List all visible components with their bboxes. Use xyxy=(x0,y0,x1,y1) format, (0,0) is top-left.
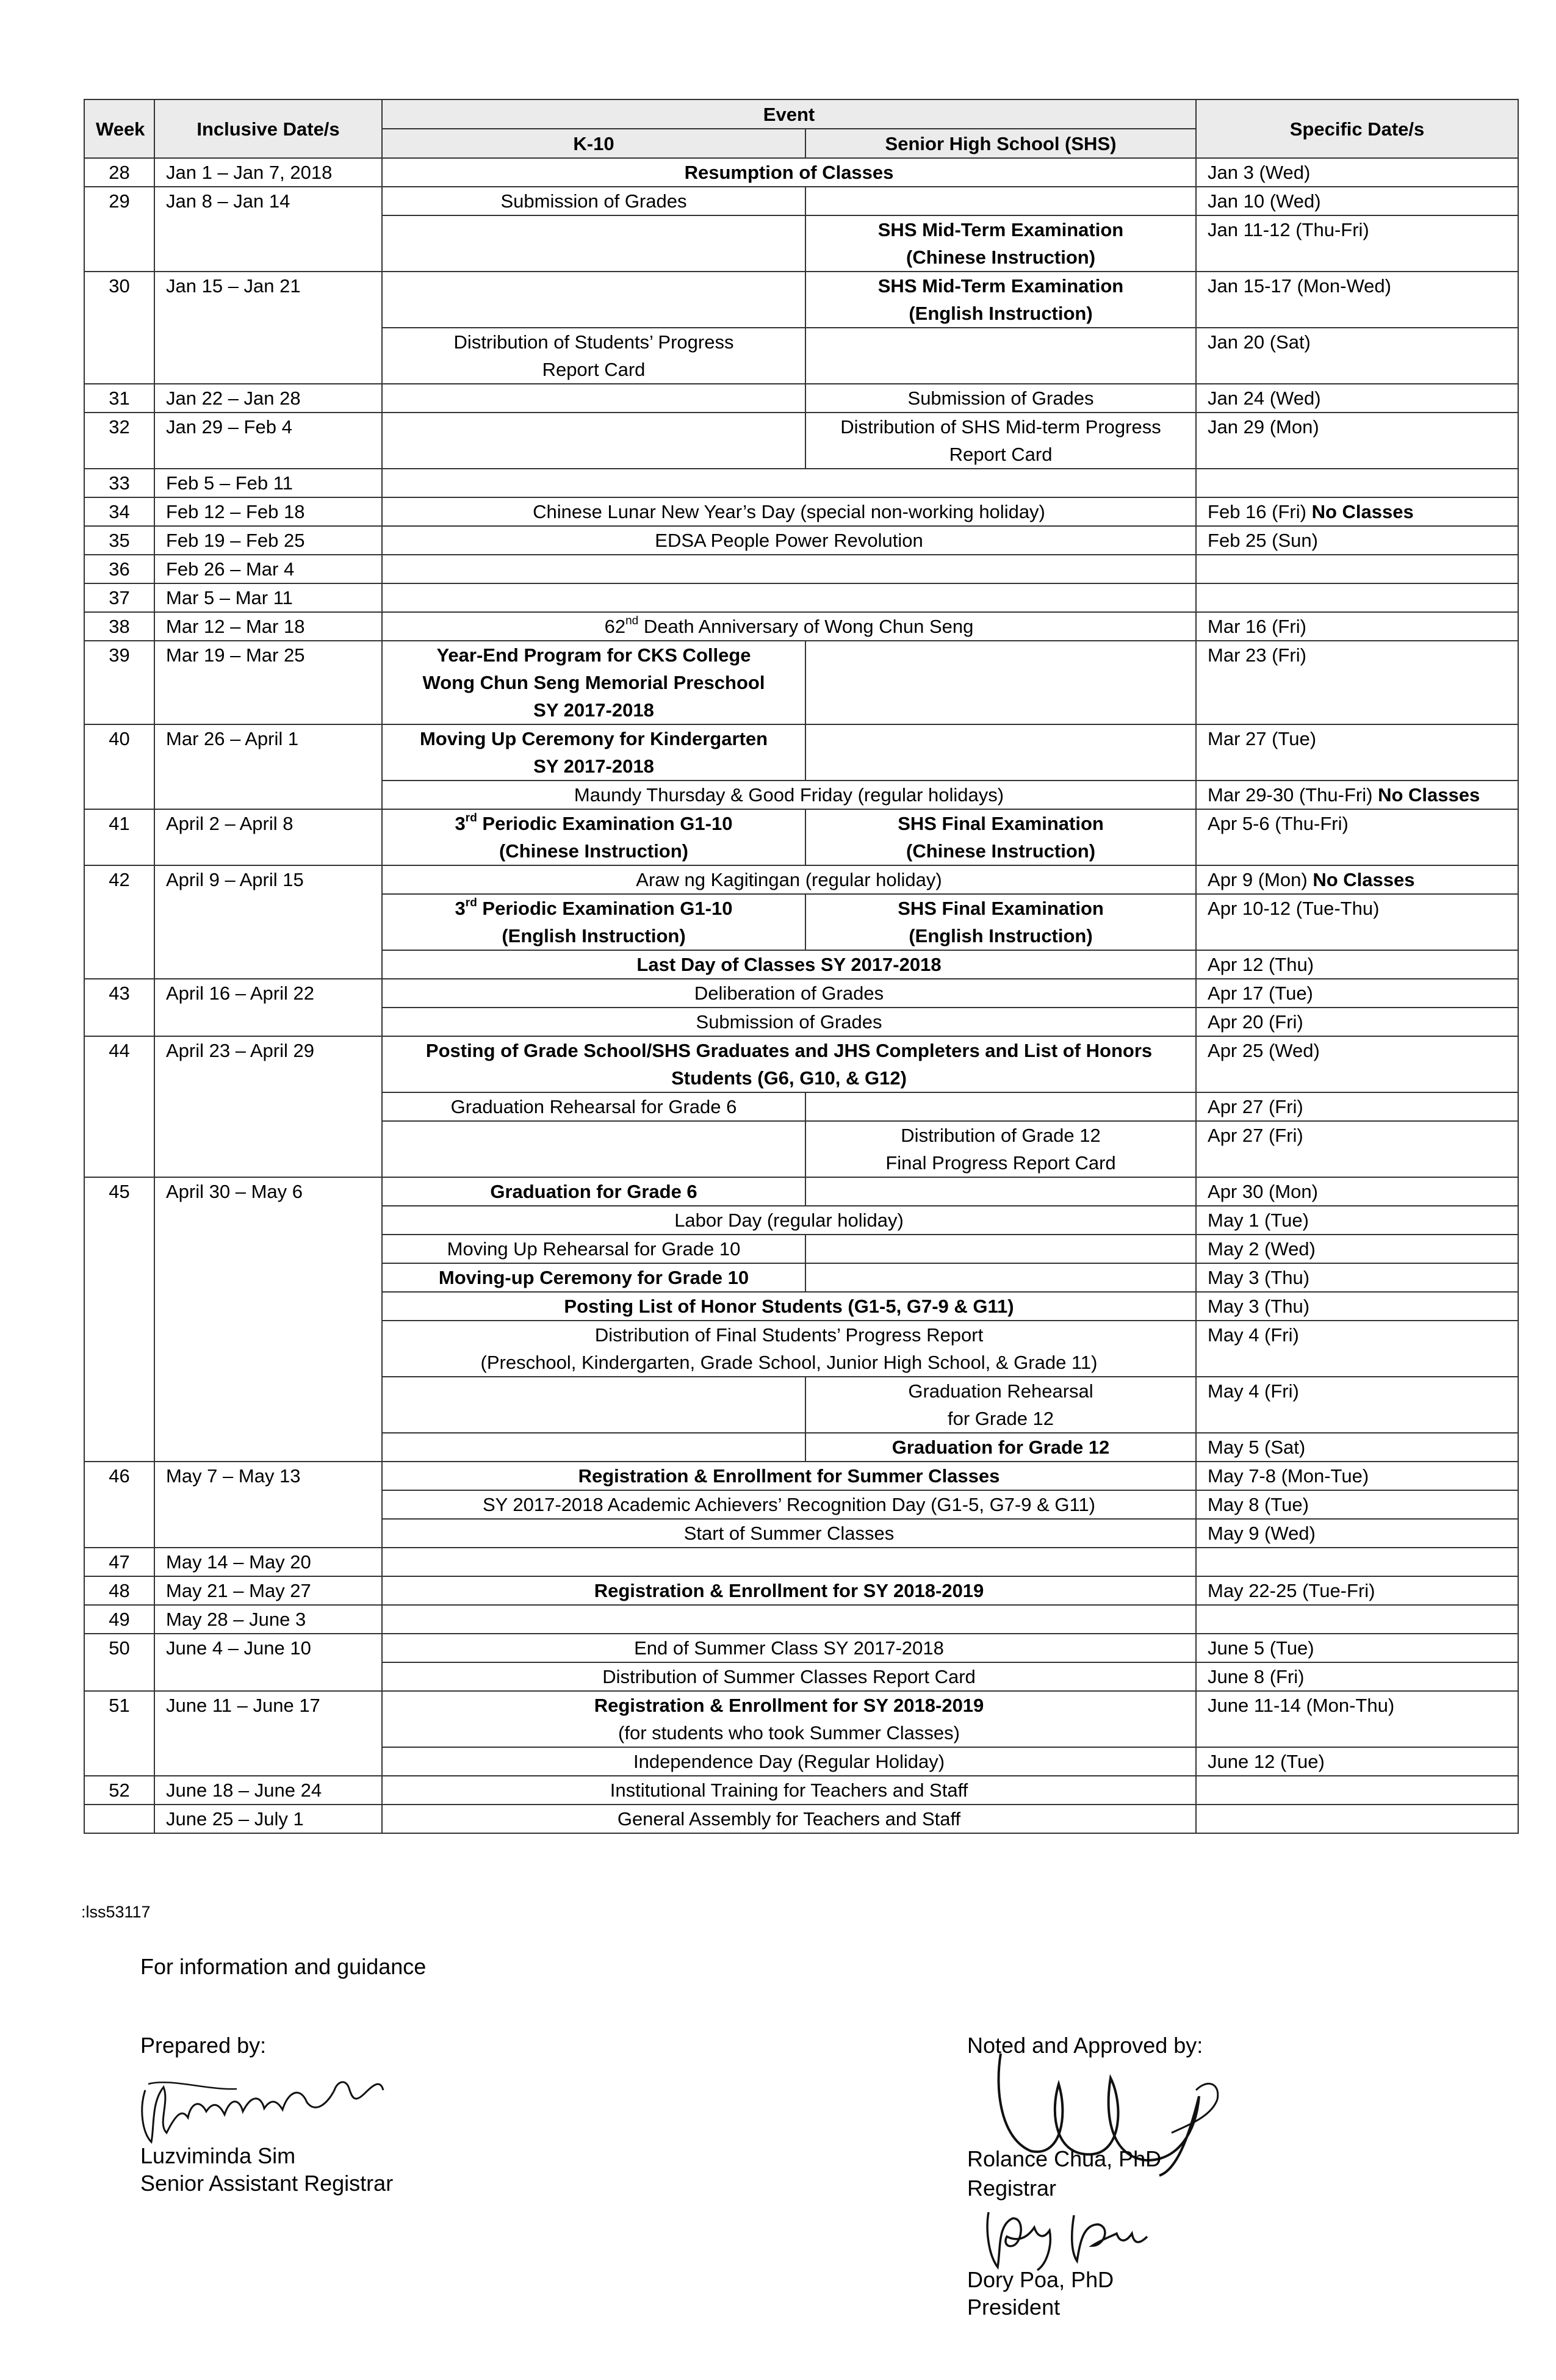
inclusive-dates: Jan 15 – Jan 21 xyxy=(154,272,382,384)
specific-date xyxy=(1196,809,1518,865)
event-shs-text-line: for Grade 12 xyxy=(947,1408,1054,1429)
specific-date xyxy=(1196,1519,1518,1548)
event-all-levels: Registration & Enrollment for SY 2018-2019 xyxy=(382,1576,1196,1605)
table-row xyxy=(84,158,1518,187)
event-all-levels: Start of Summer Classes xyxy=(382,1519,1196,1548)
week-number: 45 xyxy=(84,1177,154,1462)
specific-date-text: June 12 (Tue) xyxy=(1208,1751,1325,1772)
event-k10: Graduation for Grade 6 xyxy=(382,1177,805,1206)
prepared-by-label: Prepared by: xyxy=(140,2033,267,2058)
week-number: 46 xyxy=(84,1462,154,1548)
specific-date-text: Apr 27 (Fri) xyxy=(1208,1125,1303,1146)
inclusive-dates: June 25 – July 1 xyxy=(154,1805,382,1833)
table-row xyxy=(84,809,1518,865)
event-shs-text-line: (English Instruction) xyxy=(909,303,1093,324)
approved-title-1: Registrar xyxy=(967,2176,1057,2201)
event-shs-text-line: SHS Final Examination xyxy=(898,898,1104,919)
specific-date xyxy=(1196,724,1518,781)
specific-date xyxy=(1196,612,1518,641)
inclusive-dates: Jan 1 – Jan 7, 2018 xyxy=(154,158,382,187)
event-shs xyxy=(805,1092,1196,1121)
specific-date-text: June 11-14 (Mon-Thu) xyxy=(1208,1695,1395,1716)
week-number: 28 xyxy=(84,158,154,187)
event-all-levels: Posting List of Honor Students (G1-5, G7-9 & G11) xyxy=(382,1292,1196,1321)
header-inclusive-dates: Inclusive Date/s xyxy=(154,99,382,158)
week-number: 34 xyxy=(84,497,154,526)
week-number: 29 xyxy=(84,187,154,272)
event-text-line: Students (G6, G10, & G12) xyxy=(671,1067,907,1089)
event-text: Periodic Examination G1-10 xyxy=(477,898,733,919)
table-row xyxy=(84,583,1518,612)
event-all-levels: EDSA People Power Revolution xyxy=(382,526,1196,555)
info-line: For information and guidance xyxy=(140,1954,427,1979)
event-k10 xyxy=(382,724,805,781)
specific-date xyxy=(1196,497,1518,526)
table-row xyxy=(84,612,1518,641)
specific-date xyxy=(1196,865,1518,894)
specific-date-text: Apr 30 (Mon) xyxy=(1208,1181,1318,1202)
inclusive-dates: Mar 12 – Mar 18 xyxy=(154,612,382,641)
calendar-body xyxy=(84,158,1518,1833)
specific-date-text: Jan 10 (Wed) xyxy=(1208,190,1321,212)
event-k10 xyxy=(382,809,805,865)
specific-date xyxy=(1196,469,1518,497)
event-all-levels: End of Summer Class SY 2017-2018 xyxy=(382,1634,1196,1662)
specific-date-text: May 3 (Thu) xyxy=(1208,1296,1310,1317)
event-all-levels: Chinese Lunar New Year’s Day (special non-working holiday) xyxy=(382,497,1196,526)
event-shs-text-line: SHS Final Examination xyxy=(898,813,1104,834)
event-shs-text-line: (Chinese Instruction) xyxy=(906,840,1096,862)
specific-date xyxy=(1196,1321,1518,1377)
table-row xyxy=(84,724,1518,781)
event-all-levels: Distribution of Summer Classes Report Card xyxy=(382,1662,1196,1691)
event-all-levels xyxy=(382,1691,1196,1747)
header-specific-dates: Specific Date/s xyxy=(1196,99,1518,158)
specific-date xyxy=(1196,1747,1518,1776)
week-number: 49 xyxy=(84,1605,154,1634)
header-event: Event xyxy=(382,99,1196,129)
event-k10-text-line: Report Card xyxy=(542,359,646,380)
table-row xyxy=(84,555,1518,583)
specific-date xyxy=(1196,1490,1518,1519)
table-row xyxy=(84,413,1518,469)
table-row xyxy=(84,1576,1518,1605)
inclusive-dates: Mar 26 – April 1 xyxy=(154,724,382,809)
approved-name-1: Rolance Chua, PhD xyxy=(967,2146,1162,2171)
specific-date-text: Apr 12 (Thu) xyxy=(1208,954,1314,975)
specific-date xyxy=(1196,641,1518,724)
inclusive-dates: June 4 – June 10 xyxy=(154,1634,382,1691)
inclusive-dates: May 21 – May 27 xyxy=(154,1576,382,1605)
event-superscript: rd xyxy=(465,811,477,824)
prepared-title: Senior Assistant Registrar xyxy=(140,2171,394,2196)
specific-date xyxy=(1196,1121,1518,1177)
event-shs xyxy=(805,328,1196,384)
specific-date xyxy=(1196,1235,1518,1263)
specific-date xyxy=(1196,1177,1518,1206)
inclusive-dates: Jan 22 – Jan 28 xyxy=(154,384,382,413)
event-all-levels: General Assembly for Teachers and Staff xyxy=(382,1805,1196,1833)
prepared-name: Luzviminda Sim xyxy=(140,2143,296,2168)
week-number: 44 xyxy=(84,1036,154,1177)
specific-date-text: Apr 10-12 (Tue-Thu) xyxy=(1208,898,1380,919)
event-shs xyxy=(805,1263,1196,1292)
specific-date-text: May 5 (Sat) xyxy=(1208,1437,1306,1458)
specific-date-text: May 9 (Wed) xyxy=(1208,1523,1316,1544)
event-text: 62 xyxy=(604,616,626,637)
table-row xyxy=(84,272,1518,328)
week-number: 41 xyxy=(84,809,154,865)
specific-date xyxy=(1196,1662,1518,1691)
inclusive-dates: Feb 12 – Feb 18 xyxy=(154,497,382,526)
inclusive-dates: May 28 – June 3 xyxy=(154,1605,382,1634)
event-k10 xyxy=(382,384,805,413)
event-text: (Chinese Instruction) xyxy=(499,840,688,862)
table-row xyxy=(84,865,1518,894)
specific-date xyxy=(1196,187,1518,215)
inclusive-dates: May 14 – May 20 xyxy=(154,1548,382,1576)
event-shs-text-line: Graduation Rehearsal xyxy=(908,1380,1093,1402)
specific-date xyxy=(1196,215,1518,272)
event-shs: Submission of Grades xyxy=(805,384,1196,413)
inclusive-dates: April 16 – April 22 xyxy=(154,979,382,1036)
week-number: 36 xyxy=(84,555,154,583)
inclusive-dates: April 30 – May 6 xyxy=(154,1177,382,1462)
event-shs xyxy=(805,641,1196,724)
event-text: (for students who took Summer Classes) xyxy=(618,1722,960,1744)
specific-date xyxy=(1196,781,1518,809)
specific-date xyxy=(1196,1292,1518,1321)
inclusive-dates: April 23 – April 29 xyxy=(154,1036,382,1177)
event-k10-text-line: Distribution of Students’ Progress xyxy=(453,331,734,353)
week-number: 33 xyxy=(84,469,154,497)
event-all-levels: Resumption of Classes xyxy=(382,158,1196,187)
specific-date-text: Apr 27 (Fri) xyxy=(1208,1096,1303,1117)
event-shs-text-line: Report Card xyxy=(949,444,1053,465)
specific-date-text: May 2 (Wed) xyxy=(1208,1238,1316,1260)
specific-date-text: Jan 29 (Mon) xyxy=(1208,416,1319,438)
event-all-levels xyxy=(382,612,1196,641)
event-k10 xyxy=(382,641,805,724)
specific-date xyxy=(1196,950,1518,979)
event-shs xyxy=(805,187,1196,215)
event-shs-text-line: (English Instruction) xyxy=(909,925,1093,947)
table-row xyxy=(84,1776,1518,1805)
inclusive-dates: Mar 19 – Mar 25 xyxy=(154,641,382,724)
week-number: 38 xyxy=(84,612,154,641)
no-classes-label: No Classes xyxy=(1311,501,1414,522)
week-number: 50 xyxy=(84,1634,154,1691)
specific-date-text: Mar 16 (Fri) xyxy=(1208,616,1306,637)
event-all-levels: Labor Day (regular holiday) xyxy=(382,1206,1196,1235)
event-k10-text-line: Moving Up Ceremony for Kindergarten xyxy=(419,728,768,749)
event-all-levels: Submission of Grades xyxy=(382,1008,1196,1036)
event-all-levels xyxy=(382,555,1196,583)
event-k10 xyxy=(382,413,805,469)
week-number: 52 xyxy=(84,1776,154,1805)
event-text: Registration & Enrollment for SY 2018-2019 xyxy=(594,1695,984,1716)
week-number: 42 xyxy=(84,865,154,979)
table-row xyxy=(84,1691,1518,1747)
header-k10: K-10 xyxy=(382,129,805,158)
event-k10-text-line: Wong Chun Seng Memorial Preschool xyxy=(422,672,765,693)
inclusive-dates: Feb 19 – Feb 25 xyxy=(154,526,382,555)
event-shs xyxy=(805,413,1196,469)
specific-date-text: June 8 (Fri) xyxy=(1208,1666,1305,1687)
inclusive-dates: Jan 29 – Feb 4 xyxy=(154,413,382,469)
specific-date xyxy=(1196,979,1518,1008)
specific-date-text: May 3 (Thu) xyxy=(1208,1267,1310,1288)
week-number: 35 xyxy=(84,526,154,555)
specific-date xyxy=(1196,526,1518,555)
specific-date-text: Apr 5-6 (Thu-Fri) xyxy=(1208,813,1349,834)
event-all-levels: Registration & Enrollment for Summer Classes xyxy=(382,1462,1196,1490)
event-text: 3 xyxy=(455,813,466,834)
event-superscript: nd xyxy=(625,614,639,627)
week-number: 51 xyxy=(84,1691,154,1776)
event-shs-text-line: Distribution of Grade 12 xyxy=(901,1125,1101,1146)
specific-date xyxy=(1196,158,1518,187)
event-shs: Graduation for Grade 12 xyxy=(805,1433,1196,1462)
table-row xyxy=(84,641,1518,724)
specific-date xyxy=(1196,1548,1518,1576)
event-text: 3 xyxy=(455,898,466,919)
event-shs xyxy=(805,1121,1196,1177)
event-shs-text-line: Distribution of SHS Mid-term Progress xyxy=(840,416,1161,438)
specific-date xyxy=(1196,1805,1518,1833)
approved-name-2: Dory Poa, PhD xyxy=(967,2267,1114,2292)
event-k10-text-line: SY 2017-2018 xyxy=(533,755,654,777)
specific-date-text: Feb 25 (Sun) xyxy=(1208,530,1318,551)
specific-date-text: May 7-8 (Mon-Tue) xyxy=(1208,1465,1369,1487)
no-classes-label: No Classes xyxy=(1313,869,1415,890)
event-shs xyxy=(805,1377,1196,1433)
specific-date xyxy=(1196,1691,1518,1747)
week-number: 30 xyxy=(84,272,154,384)
event-k10 xyxy=(382,1377,805,1433)
event-all-levels: Independence Day (Regular Holiday) xyxy=(382,1747,1196,1776)
event-shs xyxy=(805,809,1196,865)
table-row xyxy=(84,469,1518,497)
week-number: 39 xyxy=(84,641,154,724)
no-classes-label: No Classes xyxy=(1378,784,1480,806)
event-all-levels xyxy=(382,1605,1196,1634)
event-all-levels: SY 2017-2018 Academic Achievers’ Recognition Day (G1-5, G7-9 & G11) xyxy=(382,1490,1196,1519)
table-row xyxy=(84,1605,1518,1634)
inclusive-dates: Mar 5 – Mar 11 xyxy=(154,583,382,612)
header-week: Week xyxy=(84,99,154,158)
event-all-levels xyxy=(382,1036,1196,1092)
footnote-code: :lss53117 xyxy=(81,1903,151,1921)
specific-date xyxy=(1196,384,1518,413)
specific-date xyxy=(1196,1377,1518,1433)
event-text-line: (Preschool, Kindergarten, Grade School, Junior High School, & Grade 11) xyxy=(480,1352,1098,1373)
specific-date xyxy=(1196,413,1518,469)
school-calendar-table xyxy=(84,99,1519,1834)
event-shs-text-line: (Chinese Instruction) xyxy=(906,247,1096,268)
specific-date-text: Feb 16 (Fri) xyxy=(1208,501,1306,522)
table-row xyxy=(84,1548,1518,1576)
specific-date-text: June 5 (Tue) xyxy=(1208,1637,1314,1659)
specific-date-text: May 1 (Tue) xyxy=(1208,1210,1309,1231)
event-superscript: rd xyxy=(465,896,477,909)
event-all-levels: Last Day of Classes SY 2017-2018 xyxy=(382,950,1196,979)
specific-date-text: Mar 27 (Tue) xyxy=(1208,728,1317,749)
week-number: 32 xyxy=(84,413,154,469)
specific-date xyxy=(1196,1206,1518,1235)
specific-date-text: Jan 24 (Wed) xyxy=(1208,388,1321,409)
event-all-levels: Maundy Thursday & Good Friday (regular holidays) xyxy=(382,781,1196,809)
specific-date xyxy=(1196,1263,1518,1292)
specific-date xyxy=(1196,1776,1518,1805)
signature-dory-poa xyxy=(970,2200,1153,2273)
table-row xyxy=(84,497,1518,526)
specific-date-text: Jan 11-12 (Thu-Fri) xyxy=(1208,219,1369,240)
specific-date-text: Jan 15-17 (Mon-Wed) xyxy=(1208,275,1391,297)
table-row xyxy=(84,187,1518,215)
specific-date-text: May 4 (Fri) xyxy=(1208,1380,1299,1402)
week-number: 48 xyxy=(84,1576,154,1605)
signature-luzviminda-sim xyxy=(133,2066,395,2151)
event-shs xyxy=(805,272,1196,328)
event-k10: Submission of Grades xyxy=(382,187,805,215)
event-text: Periodic Examination G1-10 xyxy=(477,813,733,834)
event-shs-text-line: Final Progress Report Card xyxy=(885,1152,1116,1174)
event-k10-text-line: Year-End Program for CKS College xyxy=(436,644,751,666)
specific-date xyxy=(1196,272,1518,328)
inclusive-dates: June 18 – June 24 xyxy=(154,1776,382,1805)
event-k10: Moving-up Ceremony for Grade 10 xyxy=(382,1263,805,1292)
specific-date-text: Mar 29-30 (Thu-Fri) xyxy=(1208,784,1373,806)
specific-date xyxy=(1196,583,1518,612)
specific-date xyxy=(1196,1634,1518,1662)
inclusive-dates: Jan 8 – Jan 14 xyxy=(154,187,382,272)
table-row xyxy=(84,1036,1518,1092)
specific-date xyxy=(1196,1092,1518,1121)
table-row xyxy=(84,979,1518,1008)
specific-date-text: May 22-25 (Tue-Fri) xyxy=(1208,1580,1375,1601)
event-k10 xyxy=(382,1121,805,1177)
specific-date xyxy=(1196,1462,1518,1490)
event-all-levels: Deliberation of Grades xyxy=(382,979,1196,1008)
specific-date xyxy=(1196,1036,1518,1092)
week-number: 31 xyxy=(84,384,154,413)
header-shs: Senior High School (SHS) xyxy=(805,129,1196,158)
event-text: Death Anniversary of Wong Chun Seng xyxy=(638,616,974,637)
approved-by-label: Noted and Approved by: xyxy=(967,2033,1203,2058)
event-all-levels xyxy=(382,1321,1196,1377)
approved-title-2: President xyxy=(967,2295,1061,2320)
event-all-levels xyxy=(382,583,1196,612)
week-number: 40 xyxy=(84,724,154,809)
inclusive-dates: June 11 – June 17 xyxy=(154,1691,382,1776)
event-k10 xyxy=(382,1433,805,1462)
event-text-line: Posting of Grade School/SHS Graduates and JHS Completers and List of Honors xyxy=(425,1040,1153,1061)
specific-date xyxy=(1196,328,1518,384)
event-shs xyxy=(805,1177,1196,1206)
event-k10-text-line: SY 2017-2018 xyxy=(533,699,654,721)
week-number: 37 xyxy=(84,583,154,612)
specific-date-text: Apr 9 (Mon) xyxy=(1208,869,1308,890)
event-all-levels xyxy=(382,469,1196,497)
event-shs xyxy=(805,894,1196,950)
specific-date xyxy=(1196,555,1518,583)
event-shs-text-line: SHS Mid-Term Examination xyxy=(877,275,1124,297)
inclusive-dates: April 2 – April 8 xyxy=(154,809,382,865)
specific-date-text: May 4 (Fri) xyxy=(1208,1324,1299,1346)
event-text-line: Distribution of Final Students’ Progress Report xyxy=(594,1324,984,1346)
event-all-levels xyxy=(382,1548,1196,1576)
event-k10 xyxy=(382,215,805,272)
specific-date-text: Apr 20 (Fri) xyxy=(1208,1011,1303,1033)
event-k10: Graduation Rehearsal for Grade 6 xyxy=(382,1092,805,1121)
event-shs xyxy=(805,215,1196,272)
specific-date-text: Jan 3 (Wed) xyxy=(1208,162,1311,183)
specific-date-text: Mar 23 (Fri) xyxy=(1208,644,1306,666)
inclusive-dates: Feb 26 – Mar 4 xyxy=(154,555,382,583)
table-row xyxy=(84,1634,1518,1662)
table-row xyxy=(84,1177,1518,1206)
week-number: 43 xyxy=(84,979,154,1036)
event-all-levels: Institutional Training for Teachers and Staff xyxy=(382,1776,1196,1805)
event-k10 xyxy=(382,328,805,384)
table-row xyxy=(84,526,1518,555)
week-number: 47 xyxy=(84,1548,154,1576)
table-row xyxy=(84,1805,1518,1833)
specific-date-text: Apr 25 (Wed) xyxy=(1208,1040,1320,1061)
table-row xyxy=(84,1462,1518,1490)
specific-date xyxy=(1196,1008,1518,1036)
inclusive-dates: April 9 – April 15 xyxy=(154,865,382,979)
event-k10 xyxy=(382,272,805,328)
event-text: (English Instruction) xyxy=(502,925,686,947)
specific-date-text: Apr 17 (Tue) xyxy=(1208,983,1313,1004)
event-k10 xyxy=(382,894,805,950)
event-shs xyxy=(805,724,1196,781)
specific-date xyxy=(1196,1433,1518,1462)
specific-date xyxy=(1196,1605,1518,1634)
event-shs-text-line: SHS Mid-Term Examination xyxy=(877,219,1124,240)
event-shs xyxy=(805,1235,1196,1263)
event-all-levels: Araw ng Kagitingan (regular holiday) xyxy=(382,865,1196,894)
week-number xyxy=(84,1805,154,1833)
inclusive-dates: Feb 5 – Feb 11 xyxy=(154,469,382,497)
specific-date-text: Jan 20 (Sat) xyxy=(1208,331,1311,353)
table-row xyxy=(84,384,1518,413)
event-k10: Moving Up Rehearsal for Grade 10 xyxy=(382,1235,805,1263)
specific-date xyxy=(1196,1576,1518,1605)
inclusive-dates: May 7 – May 13 xyxy=(154,1462,382,1548)
specific-date xyxy=(1196,894,1518,950)
specific-date-text: May 8 (Tue) xyxy=(1208,1494,1309,1515)
